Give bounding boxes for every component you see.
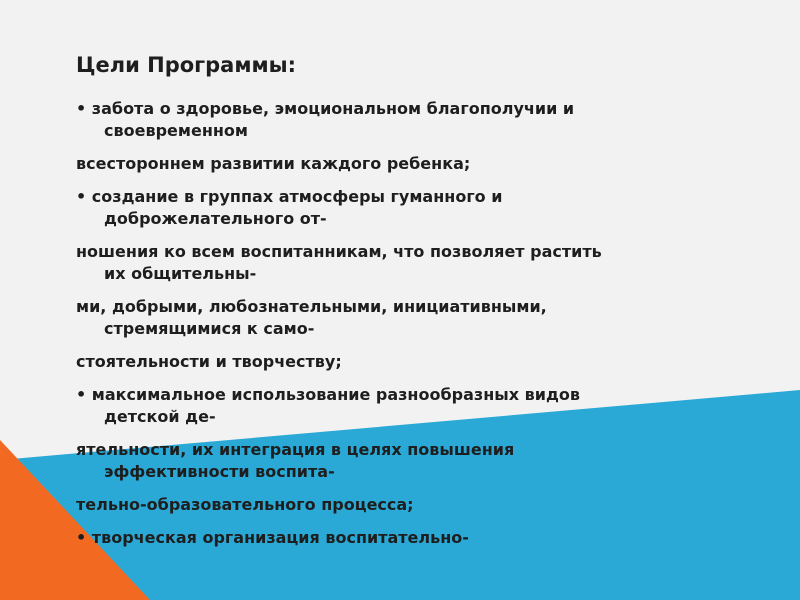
text-line-main: ми, добрыми, любознательными, инициативными, [76,297,547,316]
text-line-main: • максимальное использование разнообразных видов [76,385,580,404]
text-line [76,98,736,142]
text-line-continuation: стремящимися к само- [104,319,315,338]
text-line-continuation: эффективности воспита- [104,462,335,481]
text-line-main: • создание в группах атмосферы гуманного и [76,187,503,206]
text-line-continuation: детской де- [104,407,216,426]
text-line-main: стоятельности и творчеству; [76,352,342,371]
text-line [76,241,736,285]
text-line-continuation: их общительны- [104,264,257,283]
text-line-main: • творческая организация воспитательно- [76,528,469,547]
text-line-continuation: доброжелательного от- [104,209,327,228]
text-line [76,351,736,373]
text-line-main: • забота о здоровье, эмоциональном благополучии и [76,99,575,118]
slide-title: Цели Программы: [76,53,297,77]
text-line [76,527,736,549]
text-line [76,296,736,340]
text-line [76,186,736,230]
text-line [76,384,736,428]
slide-content [76,50,736,560]
text-line-main: тельно-образовательного процесса; [76,495,414,514]
text-body [76,98,736,549]
text-line-main: ятельности, их интеграция в целях повышения [76,440,515,459]
text-line-continuation: своевременном [104,121,248,140]
text-line [76,439,736,483]
text-line [76,494,736,516]
text-line-main: ношения ко всем воспитанникам, что позволяет растить [76,242,602,261]
text-line [76,153,736,175]
text-line-main: всестороннем развитии каждого ребенка; [76,154,471,173]
